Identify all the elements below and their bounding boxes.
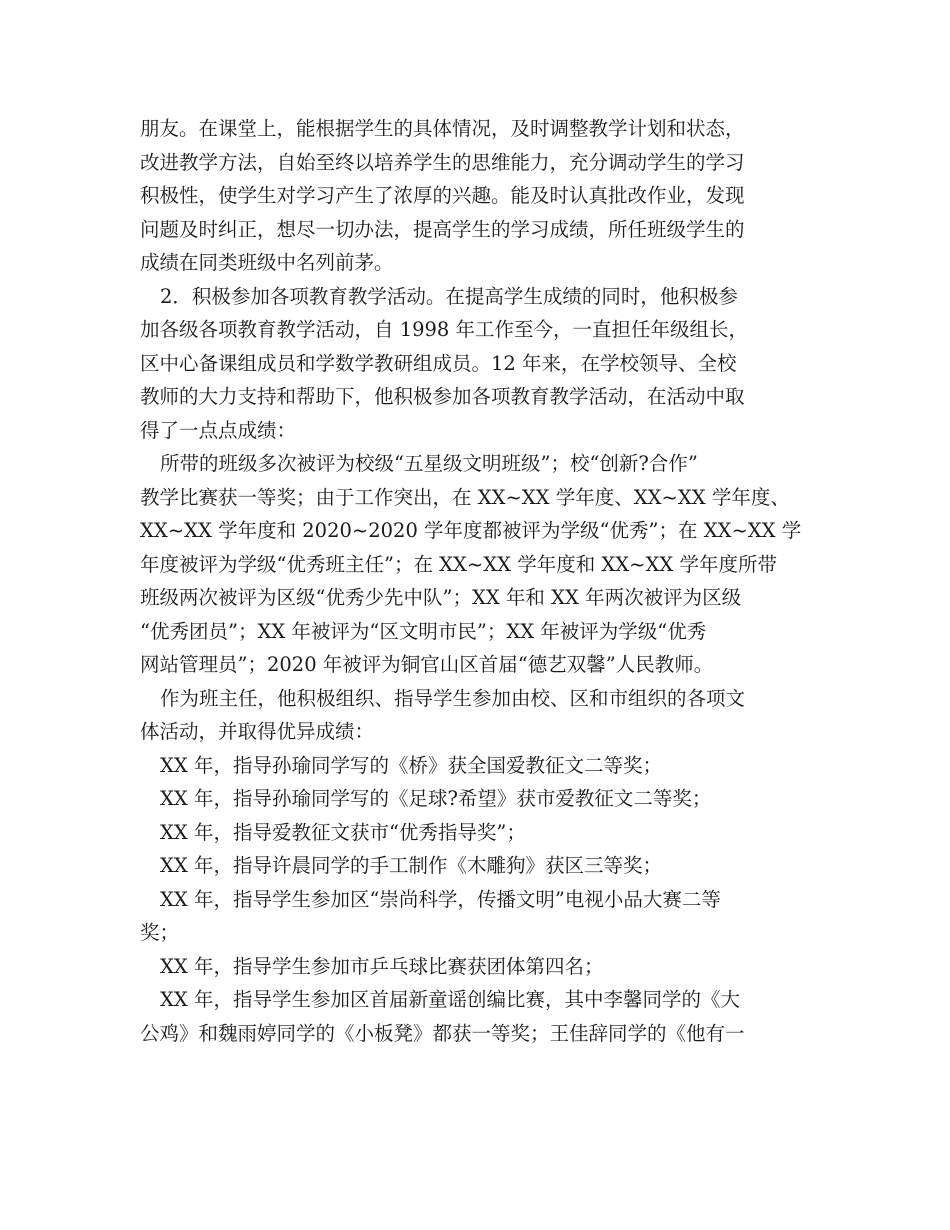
text-line: 作为班主任，他积极组织、指导学生参加由校、区和市组织的各项文 bbox=[160, 686, 746, 710]
text-line: 奖； bbox=[140, 921, 180, 944]
text-line: 公鸡》和魏雨婷同学的《小板凳》都获一等奖；王佳辞同学的《他有一 bbox=[140, 1021, 745, 1045]
text-line: 2．积极参加各项教育教学活动。在提高学生成绩的同时，他积极参 bbox=[160, 284, 738, 308]
text-line: 得了一点点成绩： bbox=[140, 418, 297, 442]
text-line: XX 年，指导许晨同学的手工制作《木雕狗》获区三等奖； bbox=[160, 854, 662, 877]
text-line: “优秀团员”；XX 年被评为“区文明市民”；XX 年被评为学级“优秀 bbox=[140, 619, 707, 643]
text-line: 问题及时纠正，想尽一切办法，提高学生的学习成绩，所任班级学生的 bbox=[140, 217, 745, 241]
text-line: 所带的班级多次被评为校级“五星级文明班级”；校“创新?合作” bbox=[160, 452, 698, 475]
text-line: XX 年，指导学生参加区首届新童谣创编比赛，其中李馨同学的《大 bbox=[160, 988, 740, 1011]
text-line: XX~XX 学年度和 2020~2020 学年度都被评为学级“优秀”；在 XX~XX 学 bbox=[140, 519, 802, 542]
text-line: XX 年，指导学生参加区“崇尚科学，传播文明”电视小品大赛二等 bbox=[160, 887, 721, 911]
text-line: 体活动，并取得优异成绩： bbox=[140, 720, 375, 743]
text-line: 年度被评为学级“优秀班主任”；在 XX~XX 学年度和 XX~XX 学年度所带 bbox=[140, 552, 777, 576]
text-line: 加各级各项教育教学活动，自 1998 年工作至今，一直担任年级组长， bbox=[140, 318, 749, 341]
text-line: XX 年，指导孙瑜同学写的《足球?希望》获市爱教征文二等奖； bbox=[160, 787, 712, 810]
text-line: 教师的大力支持和帮助下，他积极参加各项教育教学活动，在活动中取 bbox=[140, 385, 745, 408]
text-line: 网站管理员”；2020 年被评为铜官山区首届“德艺双馨”人民教师。 bbox=[140, 653, 714, 676]
text-line: XX 年，指导爱教征文获市“优秀指导奖”； bbox=[160, 820, 526, 844]
text-line: 朋友。在课堂上，能根据学生的具体情况，及时调整教学计划和状态， bbox=[140, 117, 745, 140]
text-line: XX 年，指导孙瑜同学写的《桥》获全国爱教征文二等奖； bbox=[160, 753, 662, 777]
text-line: 班级两次被评为区级“优秀少先中队”；XX 年和 XX 年两次被评为区级 bbox=[140, 586, 742, 609]
document-body bbox=[140, 112, 830, 1050]
text-line: 积极性，使学生对学习产生了浓厚的兴趣。能及时认真批改作业，发现 bbox=[140, 184, 745, 207]
text-line: 改进教学方法，自始至终以培养学生的思维能力，充分调动学生的学习 bbox=[140, 150, 745, 174]
text-line: XX 年，指导学生参加市乒乓球比赛获团体第四名； bbox=[160, 954, 604, 978]
text-line: 教学比赛获一等奖；由于工作突出，在 XX~XX 学年度、XX~XX 学年度、 bbox=[140, 485, 790, 509]
text-line: 区中心备课组成员和学数学教研组成员。12 年来，在学校领导、全校 bbox=[140, 351, 737, 375]
text-line: 成绩在同类班级中名列前茅。 bbox=[140, 251, 394, 274]
